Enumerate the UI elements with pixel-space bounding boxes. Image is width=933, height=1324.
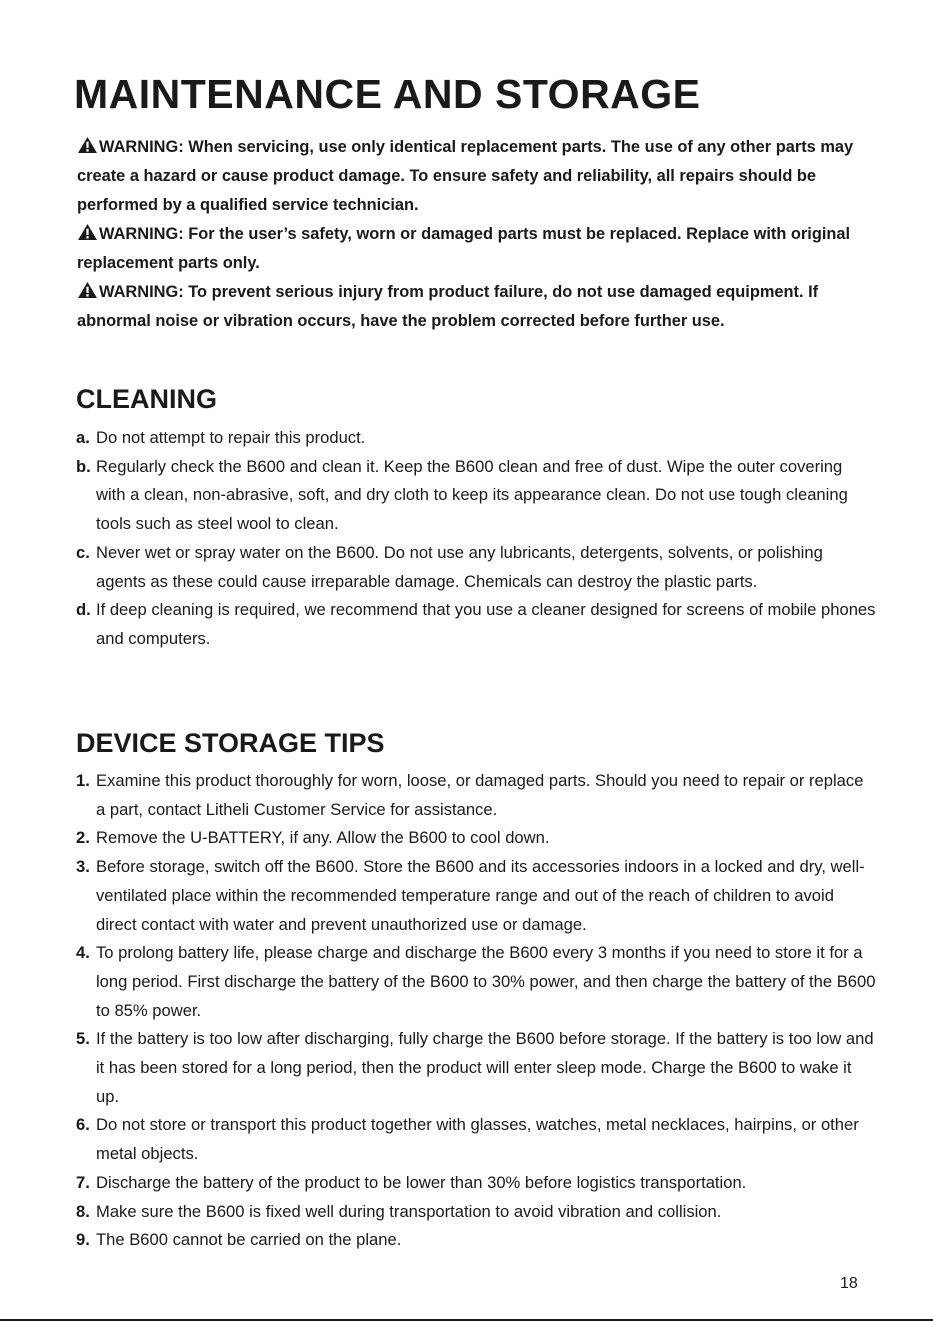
storage-list — [76, 767, 876, 1255]
warning-triangle-icon — [77, 136, 98, 154]
item-marker: 1. — [76, 771, 90, 790]
warning-triangle-icon — [77, 223, 98, 241]
item-marker: 4. — [76, 943, 90, 963]
item-text: Discharge the battery of the product to be lower than 30% before logistics transportation. — [96, 1172, 747, 1192]
warning-paragraph — [77, 220, 877, 278]
list-item — [76, 824, 876, 853]
item-text: Regularly check the B600 and clean it. Keep the B600 clean and free of dust. Wipe the outer covering with a clean, non-abrasive, soft, and dry cloth to keep its appearance clean. Do not use tough cleaning tools such as steel wool to clean. — [96, 456, 848, 534]
cleaning-list — [76, 424, 876, 654]
warning-triangle-icon — [77, 281, 98, 299]
item-text: Do not store or transport this product together with glasses, watches, metal necklaces, hairpins, or other metal objects. — [96, 1115, 859, 1164]
list-item — [76, 1025, 876, 1111]
item-text: Before storage, switch off the B600. Store the B600 and its accessories indoors in a locked and dry, well-ventilated place within the recommended temperature range and out of the reach of children to avoid direct contact with water and prevent unauthorized use or damage. — [96, 857, 865, 934]
item-marker: 7. — [76, 1172, 90, 1192]
list-item — [76, 1111, 876, 1168]
footer-divider — [0, 1319, 933, 1321]
item-marker: 6. — [76, 1115, 90, 1135]
list-item — [76, 424, 876, 453]
item-marker: a. — [76, 428, 90, 447]
list-item — [76, 939, 876, 1025]
list-item — [76, 453, 876, 539]
list-item — [76, 853, 876, 939]
list-item — [76, 596, 876, 653]
warning-text: WARNING: When servicing, use only identical replacement parts. The use of any other parts may create a hazard or cause product damage. To ensure safety and reliability, all repairs should be performed by a qualified service technician. — [77, 138, 854, 214]
list-item — [76, 1169, 876, 1198]
item-marker: 3. — [76, 857, 90, 877]
item-text: The B600 cannot be carried on the plane. — [96, 1230, 402, 1250]
item-text: To prolong battery life, please charge and discharge the B600 every 3 months if you need to store it for a long period. First discharge the battery of the B600 to 30% power, and then charge the battery of the B600 to 85% power. — [96, 943, 876, 1020]
warning-paragraph — [77, 278, 877, 336]
item-marker: b. — [76, 456, 91, 476]
warning-paragraph — [77, 133, 877, 220]
item-text: If deep cleaning is required, we recommend that you use a cleaner designed for screens of mobile phones and computers. — [96, 600, 876, 648]
list-item — [76, 767, 876, 824]
page-number: 18 — [840, 1275, 858, 1292]
item-text: Remove the U-BATTERY, if any. Allow the B600 to cool down. — [96, 828, 550, 848]
storage-title: DEVICE STORAGE TIPS — [76, 728, 385, 758]
list-item — [76, 539, 876, 596]
warning-text: WARNING: For the user’s safety, worn or damaged parts must be replaced. Replace with original replacement parts only. — [77, 225, 851, 272]
list-item — [76, 1226, 876, 1255]
item-marker: d. — [76, 600, 91, 620]
item-marker: 8. — [76, 1201, 90, 1221]
cleaning-title: CLEANING — [76, 384, 217, 414]
item-marker: 2. — [76, 828, 90, 848]
item-text: Make sure the B600 is fixed well during transportation to avoid vibration and collision. — [96, 1201, 722, 1221]
item-text: Never wet or spray water on the B600. Do not use any lubricants, detergents, solvents, or polishing agents as these could cause irreparable damage. Chemicals can destroy the plastic parts. — [96, 542, 823, 591]
item-marker: 9. — [76, 1230, 90, 1250]
warnings-block — [77, 133, 877, 336]
item-text: Examine this product thoroughly for worn, loose, or damaged parts. Should you need to repair or replace a part, contact Litheli Customer Service for assistance. — [96, 771, 864, 819]
warning-text: WARNING: To prevent serious injury from product failure, do not use damaged equipment. If abnormal noise or vibration occurs, have the problem corrected before further use. — [77, 283, 819, 330]
page-title: MAINTENANCE AND STORAGE — [74, 71, 701, 117]
item-marker: 5. — [76, 1029, 90, 1049]
item-text: If the battery is too low after discharging, fully charge the B600 before storage. If the battery is too low and it has been stored for a long period, then the product will enter sleep mode. Charge the B600 to wake it up. — [96, 1029, 874, 1106]
item-text: Do not attempt to repair this product. — [96, 428, 366, 447]
list-item — [76, 1198, 876, 1227]
item-marker: c. — [76, 542, 90, 562]
